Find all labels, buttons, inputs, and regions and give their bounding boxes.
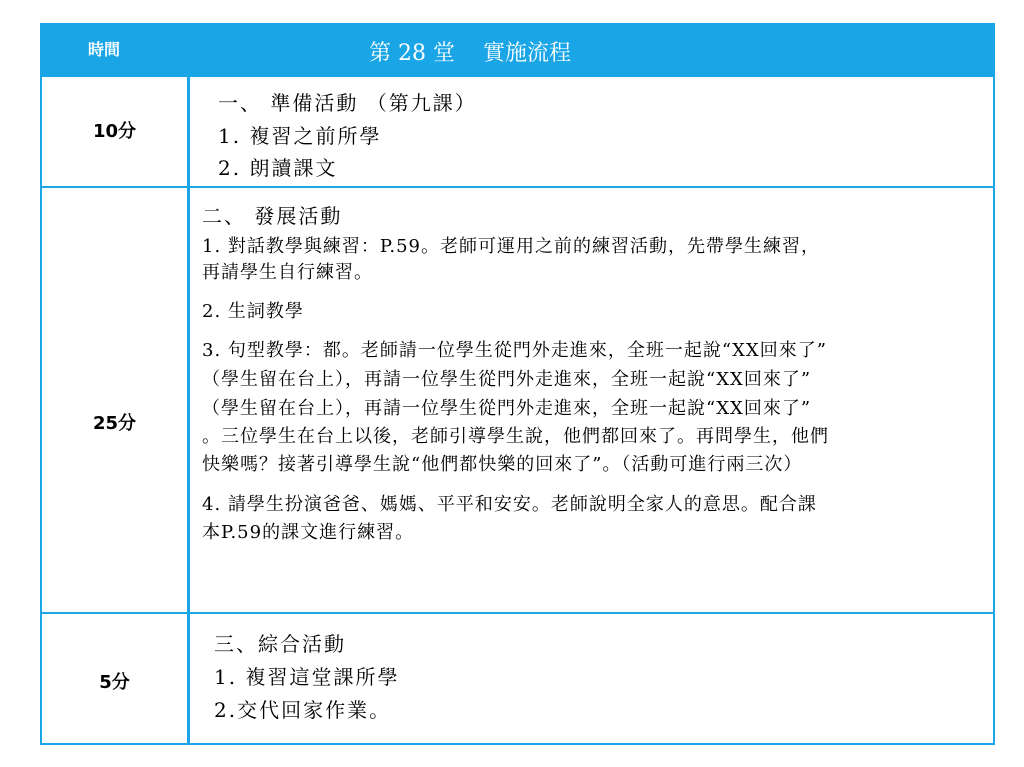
row-2-item-2: 2. 生詞教學	[202, 301, 304, 322]
row-3-item-1: 1. 複習這堂課所學	[214, 665, 400, 689]
row-2-time: 25分	[92, 413, 137, 434]
row-2-item-3-line-4: 。三位學生在台上以後，老師引導學生說，他們都回來了。再問學生，他們	[202, 426, 829, 447]
time-column-header: 時間	[88, 40, 121, 59]
lesson-plan-table	[40, 23, 995, 745]
row-divider	[42, 612, 993, 614]
row-2-item-3-line-1: 3. 句型教學：都。老師請一位學生從門外走進來，全班一起說“XX回來了”	[202, 340, 827, 361]
row-1-item-1: 1. 複習之前所學	[218, 124, 382, 148]
row-1-heading: 一、 準備活動 （第九課）	[218, 91, 477, 115]
row-2-item-4-line-1: 4. 請學生扮演爸爸、媽媽、平平和安安。老師說明全家人的意思。配合課	[202, 494, 817, 515]
table-header	[42, 25, 993, 77]
lesson-title: 第 28 堂 實施流程	[369, 41, 571, 66]
row-divider	[42, 186, 993, 188]
row-2-item-1-line-1: 1. 對話教學與練習：P.59。老師可運用之前的練習活動，先帶學生練習，	[202, 236, 820, 257]
row-3-item-2: 2.交代回家作業。	[214, 698, 392, 722]
row-1-time: 10分	[92, 121, 137, 142]
row-2-heading: 二、 發展活動	[202, 204, 343, 228]
row-2-item-3-line-2: （學生留在台上），再請一位學生從門外走進來，全班一起說“XX回來了”	[202, 369, 812, 390]
row-2-item-3-line-5: 快樂嗎？接著引導學生說“他們都快樂的回來了”。（活動可進行兩三次）	[202, 454, 803, 475]
row-3-time: 5分	[99, 672, 130, 693]
row-2-item-4-line-2: 本P.59的課文進行練習。	[202, 522, 415, 543]
row-3-heading: 三、綜合活動	[214, 632, 346, 656]
row-2-item-3-line-3: （學生留在台上），再請一位學生從門外走進來，全班一起說“XX回來了”	[202, 398, 812, 419]
row-1-item-2: 2. 朗讀課文	[218, 156, 338, 180]
column-divider	[187, 77, 190, 743]
row-2-item-1-line-2: 再請學生自行練習。	[202, 262, 373, 283]
